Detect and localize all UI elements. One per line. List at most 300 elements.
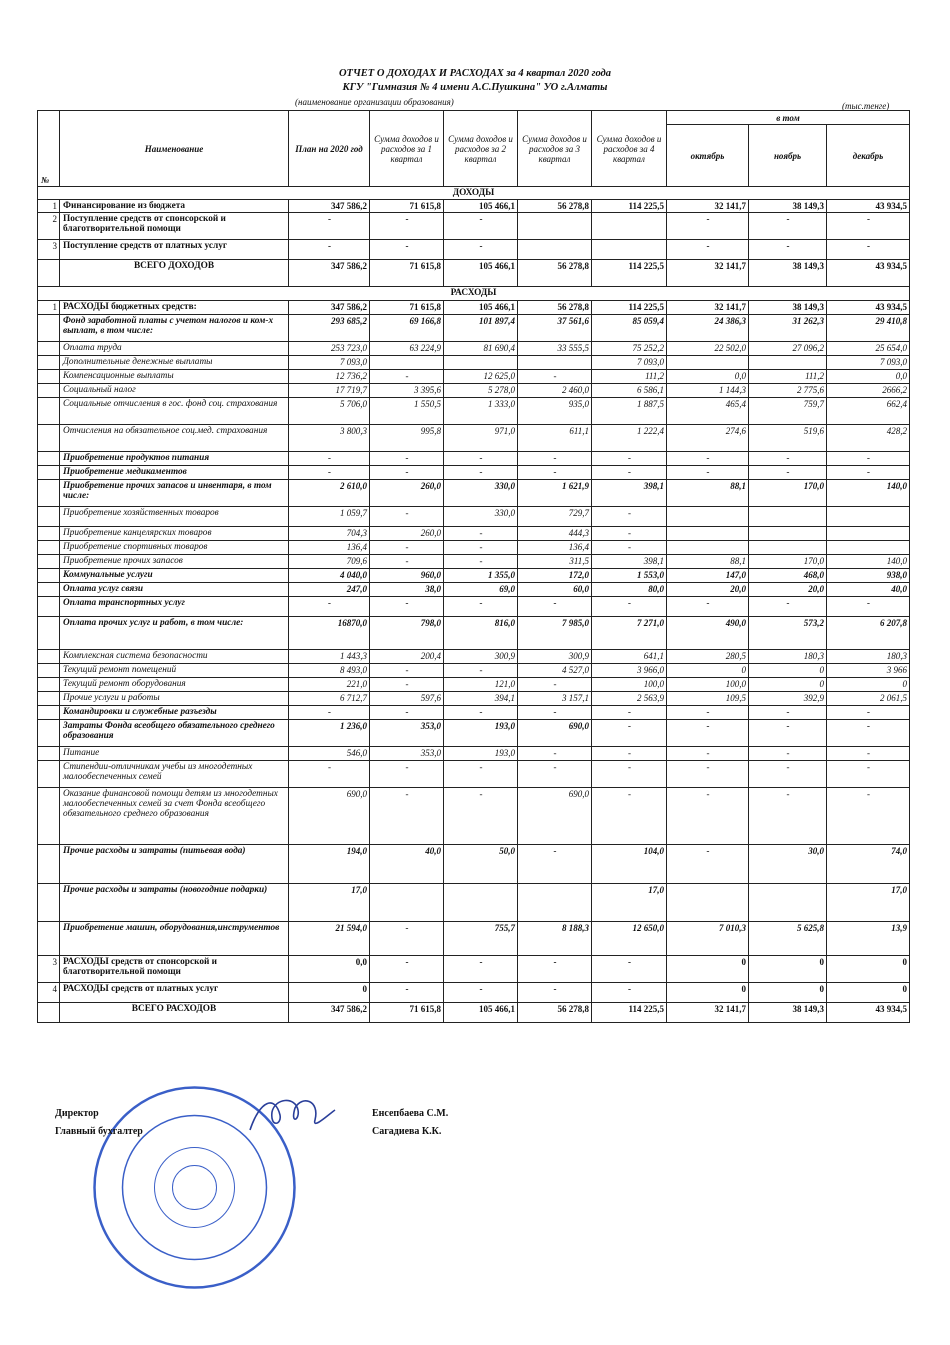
row-value: - <box>667 706 749 720</box>
row-value: 121,0 <box>444 678 518 692</box>
row-value: 0 <box>827 983 910 1003</box>
row-value <box>518 884 592 922</box>
row-value: - <box>667 720 749 747</box>
row-value: - <box>289 240 370 260</box>
row-value: 4 040,0 <box>289 569 370 583</box>
row-value: 1 236,0 <box>289 720 370 747</box>
row-value: 0,0 <box>827 370 910 384</box>
row-number: 3 <box>38 240 60 260</box>
row-name: Прочие расходы и затраты (питьевая вода) <box>60 845 289 884</box>
row-value: - <box>827 720 910 747</box>
row-number <box>38 617 60 650</box>
row-value: - <box>289 466 370 480</box>
row-value: 392,9 <box>749 692 827 706</box>
col-num: № <box>38 111 60 187</box>
row-value <box>518 356 592 370</box>
row-number <box>38 692 60 706</box>
table-row <box>38 650 910 664</box>
row-value: - <box>370 956 444 983</box>
row-value: 38,0 <box>370 583 444 597</box>
row-number <box>38 664 60 678</box>
row-value: - <box>749 240 827 260</box>
row-value: - <box>827 761 910 788</box>
row-value: 56 278,8 <box>518 1003 592 1023</box>
row-value: 0 <box>667 664 749 678</box>
row-name: Социальные отчисления в гос. фонд соц. страхования <box>60 398 289 425</box>
row-value: 444,3 <box>518 527 592 541</box>
row-value: 74,0 <box>827 845 910 884</box>
row-number: 3 <box>38 956 60 983</box>
signature <box>240 1090 340 1140</box>
row-number <box>38 507 60 527</box>
row-value <box>592 213 667 240</box>
table-row <box>38 425 910 452</box>
row-number <box>38 356 60 370</box>
row-value <box>827 541 910 555</box>
row-value: 16870,0 <box>289 617 370 650</box>
row-value: - <box>444 527 518 541</box>
row-value <box>749 541 827 555</box>
row-value: 398,1 <box>592 555 667 569</box>
row-value: 38 149,3 <box>749 1003 827 1023</box>
row-value: - <box>444 983 518 1003</box>
row-value: - <box>444 706 518 720</box>
row-value: 180,3 <box>827 650 910 664</box>
row-value: 32 141,7 <box>667 1003 749 1023</box>
row-value: 17,0 <box>289 884 370 922</box>
director-name: Енсепбаева С.М. <box>372 1108 449 1119</box>
row-number <box>38 761 60 788</box>
table-row <box>38 617 910 650</box>
row-value: 428,2 <box>827 425 910 452</box>
row-value: - <box>827 213 910 240</box>
row-value: 43 934,5 <box>827 200 910 213</box>
row-value: - <box>749 761 827 788</box>
table-row <box>38 370 910 384</box>
row-value: 43 934,5 <box>827 301 910 315</box>
row-value: 60,0 <box>518 583 592 597</box>
row-number <box>38 527 60 541</box>
stamp-emblem-core <box>173 1166 217 1210</box>
row-value: - <box>370 507 444 527</box>
row-value: 519,6 <box>749 425 827 452</box>
row-value: - <box>289 706 370 720</box>
row-number <box>38 884 60 922</box>
table-row <box>38 845 910 884</box>
table-row <box>38 706 910 720</box>
row-value <box>749 356 827 370</box>
row-value: - <box>667 761 749 788</box>
row-value: 109,5 <box>667 692 749 706</box>
row-value: - <box>749 452 827 466</box>
row-name: Приобретение канцелярских товаров <box>60 527 289 541</box>
row-value: 247,0 <box>289 583 370 597</box>
table-row <box>38 356 910 370</box>
row-value: 12 736,2 <box>289 370 370 384</box>
row-value: - <box>827 452 910 466</box>
row-value: - <box>444 555 518 569</box>
row-name: Финансирование из бюджета <box>60 200 289 213</box>
col-q4: Сумма доходов и расходов за 4 квартал <box>592 111 667 187</box>
row-value: - <box>518 678 592 692</box>
row-value: 1 621,9 <box>518 480 592 507</box>
stamp-emblem <box>155 1148 235 1228</box>
row-name: Коммунальные услуги <box>60 569 289 583</box>
row-value: 56 278,8 <box>518 260 592 287</box>
row-value <box>667 527 749 541</box>
row-value: 253 723,0 <box>289 342 370 356</box>
row-value: 2 061,5 <box>827 692 910 706</box>
row-value: - <box>749 747 827 761</box>
units-note: (тыс.тенге) <box>842 101 890 111</box>
table-row <box>38 555 910 569</box>
row-value: - <box>667 452 749 466</box>
row-value: 0 <box>667 983 749 1003</box>
table-row <box>38 692 910 706</box>
row-value: 662,4 <box>827 398 910 425</box>
row-value: 105 466,1 <box>444 1003 518 1023</box>
report-subtitle: КГУ "Гимназия № 4 имени А.С.Пушкина" УО г.Алматы <box>342 82 608 93</box>
row-value: 641,1 <box>592 650 667 664</box>
row-value: 1 553,0 <box>592 569 667 583</box>
row-value: 56 278,8 <box>518 301 592 315</box>
row-name: Оказание финансовой помощи детям из многодетных малообеспеченных семей за счет Фонда всеобщего обязательного среднего образования <box>60 788 289 845</box>
row-value: 1 355,0 <box>444 569 518 583</box>
row-value: - <box>370 213 444 240</box>
row-number <box>38 555 60 569</box>
row-number <box>38 260 60 287</box>
row-value: 80,0 <box>592 583 667 597</box>
row-value: 995,8 <box>370 425 444 452</box>
accountant-name: Сагадиева К.К. <box>372 1126 442 1137</box>
col-q1: Сумма доходов и расходов за 1 квартал <box>370 111 444 187</box>
row-value <box>444 884 518 922</box>
row-name: Приобретение машин, оборудования,инструментов <box>60 922 289 956</box>
col-plan: План на 2020 год <box>289 111 370 187</box>
row-value: 56 278,8 <box>518 200 592 213</box>
row-number: 4 <box>38 983 60 1003</box>
row-value: - <box>444 213 518 240</box>
row-value: 353,0 <box>370 747 444 761</box>
row-value: 147,0 <box>667 569 749 583</box>
col-nov: ноябрь <box>749 125 827 187</box>
row-value: - <box>518 452 592 466</box>
row-value: 25 654,0 <box>827 342 910 356</box>
row-value: 1 887,5 <box>592 398 667 425</box>
row-value: 71 615,8 <box>370 1003 444 1023</box>
row-value: 971,0 <box>444 425 518 452</box>
row-value: - <box>370 788 444 845</box>
row-value: 140,0 <box>827 555 910 569</box>
row-value: 7 093,0 <box>827 356 910 370</box>
row-number <box>38 720 60 747</box>
row-value: 27 096,2 <box>749 342 827 356</box>
row-value: 6 712,7 <box>289 692 370 706</box>
row-value <box>749 507 827 527</box>
row-value: 114 225,5 <box>592 200 667 213</box>
row-value: - <box>749 720 827 747</box>
row-value: - <box>667 597 749 617</box>
row-value <box>827 507 910 527</box>
row-value: 394,1 <box>444 692 518 706</box>
row-value: - <box>592 788 667 845</box>
row-number <box>38 922 60 956</box>
row-value: 611,1 <box>518 425 592 452</box>
row-value: - <box>592 597 667 617</box>
row-value: 114 225,5 <box>592 260 667 287</box>
row-value: 0 <box>827 678 910 692</box>
row-name: Приобретение спортивных товаров <box>60 541 289 555</box>
row-value: 816,0 <box>444 617 518 650</box>
row-name: Текущий ремонт помещений <box>60 664 289 678</box>
row-value: - <box>370 240 444 260</box>
table-row <box>38 240 910 260</box>
row-number <box>38 466 60 480</box>
table-row <box>38 466 910 480</box>
row-value: 30,0 <box>749 845 827 884</box>
row-value: 2 563,9 <box>592 692 667 706</box>
row-number <box>38 541 60 555</box>
table-row <box>38 884 910 922</box>
table-row <box>38 678 910 692</box>
row-value: - <box>444 541 518 555</box>
row-value: 1 443,3 <box>289 650 370 664</box>
row-value: 347 586,2 <box>289 1003 370 1023</box>
row-value: 17 719,7 <box>289 384 370 398</box>
row-value: 2 775,6 <box>749 384 827 398</box>
row-value: - <box>592 507 667 527</box>
row-value: 330,0 <box>444 480 518 507</box>
row-value: 597,6 <box>370 692 444 706</box>
row-value: 3 800,3 <box>289 425 370 452</box>
row-value: 43 934,5 <box>827 1003 910 1023</box>
row-value: 193,0 <box>444 720 518 747</box>
row-name: Отчисления на обязательное соц.мед. страхования <box>60 425 289 452</box>
row-value: 8 188,3 <box>518 922 592 956</box>
row-value: - <box>667 788 749 845</box>
row-value: 398,1 <box>592 480 667 507</box>
row-value: 3 157,1 <box>518 692 592 706</box>
row-value: 490,0 <box>667 617 749 650</box>
row-value: - <box>592 452 667 466</box>
row-value <box>827 527 910 541</box>
row-value <box>667 884 749 922</box>
table-row <box>38 747 910 761</box>
row-number <box>38 342 60 356</box>
table-row <box>38 213 910 240</box>
row-name: Оплата труда <box>60 342 289 356</box>
row-value: 114 225,5 <box>592 1003 667 1023</box>
row-value: 170,0 <box>749 480 827 507</box>
row-value: 32 141,7 <box>667 260 749 287</box>
row-value: - <box>289 452 370 466</box>
report-title: ОТЧЕТ О ДОХОДАХ И РАСХОДАХ за 4 квартал 2020 года <box>338 68 612 79</box>
row-value: - <box>370 555 444 569</box>
row-value <box>518 240 592 260</box>
row-value: 200,4 <box>370 650 444 664</box>
row-value: 709,6 <box>289 555 370 569</box>
row-value: - <box>370 541 444 555</box>
row-value: 17,0 <box>827 884 910 922</box>
table-row <box>38 569 910 583</box>
row-value: - <box>518 761 592 788</box>
row-name: Прочие услуги и работы <box>60 692 289 706</box>
row-value: 300,9 <box>444 650 518 664</box>
row-value: - <box>289 761 370 788</box>
table-row <box>38 384 910 398</box>
table-row <box>38 761 910 788</box>
row-value: - <box>370 664 444 678</box>
accountant-label: Главный бухгалтер <box>55 1126 143 1137</box>
row-value: 69 166,8 <box>370 315 444 342</box>
row-value: - <box>827 788 910 845</box>
row-name: РАСХОДЫ средств от спонсорской и благотворительной помощи <box>60 956 289 983</box>
row-value: - <box>592 541 667 555</box>
director-label: Директор <box>55 1108 99 1119</box>
row-number <box>38 706 60 720</box>
row-value <box>667 507 749 527</box>
row-value: 293 685,2 <box>289 315 370 342</box>
row-value <box>592 240 667 260</box>
row-number <box>38 583 60 597</box>
row-value: 5 706,0 <box>289 398 370 425</box>
row-number <box>38 678 60 692</box>
row-value: - <box>592 706 667 720</box>
row-value: 935,0 <box>518 398 592 425</box>
col-name: Наименование <box>60 111 289 187</box>
row-value: 7 093,0 <box>592 356 667 370</box>
row-value: - <box>370 983 444 1003</box>
row-value: - <box>289 213 370 240</box>
row-value: 5 625,8 <box>749 922 827 956</box>
row-value: 88,1 <box>667 555 749 569</box>
table-row <box>38 922 910 956</box>
row-value: - <box>518 370 592 384</box>
row-number: 1 <box>38 200 60 213</box>
table-row <box>38 597 910 617</box>
row-value: - <box>444 664 518 678</box>
row-value: - <box>370 761 444 788</box>
table-row <box>38 452 910 466</box>
row-value: 111,2 <box>749 370 827 384</box>
row-value: 17,0 <box>592 884 667 922</box>
row-value: - <box>370 452 444 466</box>
row-value: 32 141,7 <box>667 301 749 315</box>
row-value <box>667 541 749 555</box>
section-row-expense <box>38 287 910 301</box>
row-value: 180,3 <box>749 650 827 664</box>
row-value: 3 966 <box>827 664 910 678</box>
row-value: 7 010,3 <box>667 922 749 956</box>
row-value: 22 502,0 <box>667 342 749 356</box>
row-value: - <box>518 597 592 617</box>
row-value: 3 966,0 <box>592 664 667 678</box>
row-value <box>370 356 444 370</box>
row-value: 7 985,0 <box>518 617 592 650</box>
row-value: 960,0 <box>370 569 444 583</box>
table-row <box>38 956 910 983</box>
row-value: 88,1 <box>667 480 749 507</box>
row-value: 0 <box>827 956 910 983</box>
row-value: - <box>827 466 910 480</box>
table-row <box>38 507 910 527</box>
row-value: 0 <box>749 678 827 692</box>
row-name: Фонд заработной платы с учетом налогов и ком-х выплат, в том числе: <box>60 315 289 342</box>
row-value: - <box>592 983 667 1003</box>
row-value: 729,7 <box>518 507 592 527</box>
row-value: 136,4 <box>518 541 592 555</box>
row-value: 71 615,8 <box>370 200 444 213</box>
row-name: Затраты Фонда всеобщего обязательного среднего образования <box>60 720 289 747</box>
row-value: - <box>592 747 667 761</box>
row-value: 1 222,4 <box>592 425 667 452</box>
row-value: 347 586,2 <box>289 260 370 287</box>
row-name: Стипендии-отличникам учебы из многодетных малообеспеченных семей <box>60 761 289 788</box>
table-row <box>38 301 910 315</box>
row-value: 100,0 <box>592 678 667 692</box>
row-value: - <box>667 213 749 240</box>
row-value: 0 <box>667 956 749 983</box>
row-value: - <box>370 922 444 956</box>
row-value: 2666,2 <box>827 384 910 398</box>
row-value: - <box>749 706 827 720</box>
row-value: 8 493,0 <box>289 664 370 678</box>
row-value: 280,5 <box>667 650 749 664</box>
row-value: 1 059,7 <box>289 507 370 527</box>
row-value: 100,0 <box>667 678 749 692</box>
row-value: 260,0 <box>370 480 444 507</box>
row-value: - <box>749 213 827 240</box>
row-value: 0 <box>289 983 370 1003</box>
row-value: - <box>667 240 749 260</box>
row-value: 6 207,8 <box>827 617 910 650</box>
row-number <box>38 370 60 384</box>
row-value: - <box>592 466 667 480</box>
col-oct: октябрь <box>667 125 749 187</box>
row-value: 69,0 <box>444 583 518 597</box>
row-value: 140,0 <box>827 480 910 507</box>
row-name: Оплата услуг связи <box>60 583 289 597</box>
row-number <box>38 452 60 466</box>
row-value: 690,0 <box>289 788 370 845</box>
row-value: - <box>518 706 592 720</box>
row-value: - <box>827 747 910 761</box>
col-q2: Сумма доходов и расходов за 2 квартал <box>444 111 518 187</box>
row-value: 260,0 <box>370 527 444 541</box>
row-value: 101 897,4 <box>444 315 518 342</box>
row-value: - <box>444 240 518 260</box>
row-number <box>38 425 60 452</box>
row-value: - <box>827 706 910 720</box>
row-value: - <box>592 761 667 788</box>
row-value: - <box>370 597 444 617</box>
table-row <box>38 398 910 425</box>
row-value: 755,7 <box>444 922 518 956</box>
report-table <box>37 110 910 1023</box>
row-value: - <box>518 845 592 884</box>
row-value: 690,0 <box>518 788 592 845</box>
col-including: в том <box>667 111 910 125</box>
row-value: 4 527,0 <box>518 664 592 678</box>
row-value: 21 594,0 <box>289 922 370 956</box>
row-name: Прочие расходы и затраты (новогодние подарки) <box>60 884 289 922</box>
row-value: 194,0 <box>289 845 370 884</box>
row-value: - <box>444 788 518 845</box>
row-value: 1 333,0 <box>444 398 518 425</box>
table-row <box>38 788 910 845</box>
row-value: 71 615,8 <box>370 260 444 287</box>
row-value: 75 252,2 <box>592 342 667 356</box>
